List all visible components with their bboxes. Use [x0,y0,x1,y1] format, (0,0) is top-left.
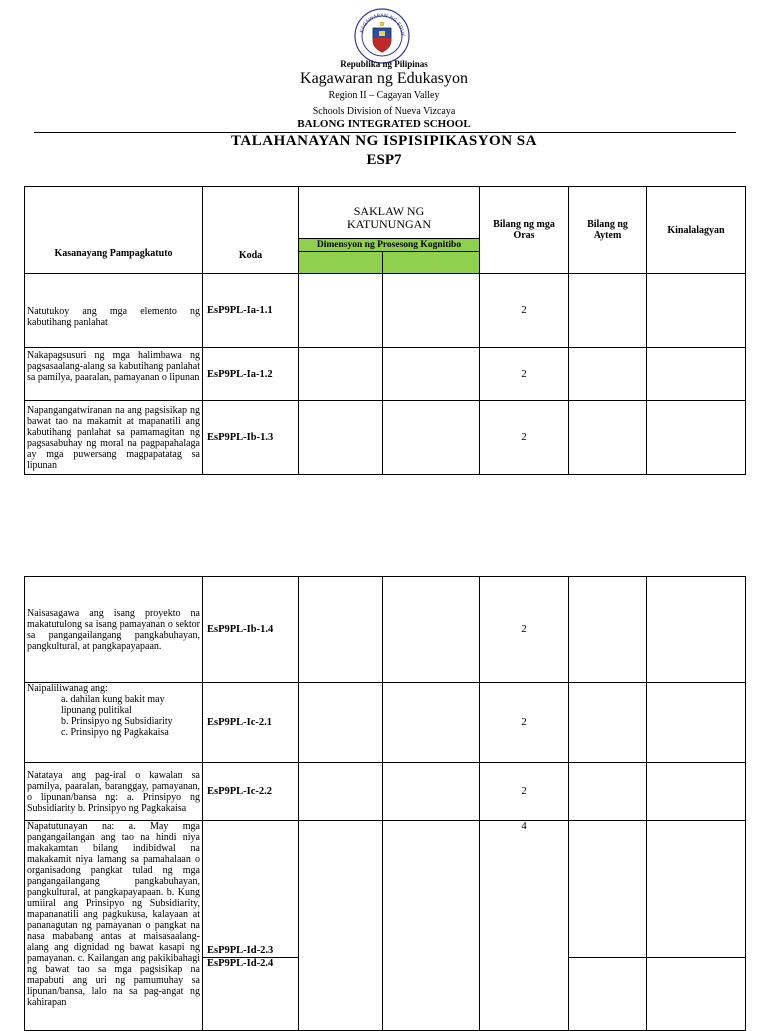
empty-cell [383,683,480,763]
competency-cell: Napangangatwiranan na ang pagsisikap ng bawat tao na makamit at mapanatili ang kabutihang panlahat sa pamamagitan ng pagsasabuhay ng moral na pagpapahalaga ay mga puwersang magpapatatag sa lipunan [25,401,203,475]
empty-cell [383,821,480,1031]
table-row [25,577,746,683]
table-row [25,821,746,1031]
empty-cell [299,348,383,401]
code-cell: EsP9PL-Id-2.3 EsP9PL-Id-2.4 [203,821,299,1031]
document-title-line1: TALAHANAYAN NG ISPISIPIKASYON SA [231,133,537,149]
code-cell: EsP9PL-Ic-2.1 [203,683,299,763]
empty-cell [383,348,480,401]
empty-cell [383,763,480,821]
empty-cell [569,348,647,401]
competency-cell: Naisasagawa ang isang proyekto na makatutulong sa isang pamayanan o sektor sa pangangailangang pangkabuhayan, pangkultural, at pangkapayapaan. [25,577,203,683]
region-label: Region II – Cagayan Valley [328,90,440,101]
hours-cell: 2 [480,683,569,763]
header-code-top [203,187,299,239]
empty-cell [569,821,647,1031]
empty-cell [647,821,746,1031]
header-scope: SAKLAW NG KATUNUNGAN [299,187,480,239]
hours-cell: 2 [480,763,569,821]
empty-cell [299,577,383,683]
hours-cell: 2 [480,348,569,401]
header-competency: Kasanayang Pampagkatuto [25,187,203,274]
code-cell: EsP9PL-Ia-1.1 [203,274,299,348]
empty-cell [383,401,480,475]
school-name: BALONG INTEGRATED SCHOOL [297,118,471,130]
competency-cell: Nakapagsusuri ng mga halimbawa ng pagsasaalang-alang sa kabutihang panlahat sa pamilya, paaralan, pamayanan o lipunan [25,348,203,401]
hours-cell: 2 [480,577,569,683]
empty-cell [299,401,383,475]
header-code: Koda [203,239,299,274]
code-cell: EsP9PL-Ib-1.4 [203,577,299,683]
cognitive-subcell-1 [299,252,383,274]
empty-cell [299,274,383,348]
department-name: Kagawaran ng Edukasyon [300,70,468,87]
empty-cell [647,577,746,683]
empty-cell [647,763,746,821]
empty-cell [299,683,383,763]
table-row [25,401,746,475]
header-cognitive-dimension: Dimensyon ng Prosesong Kognitibo [299,239,480,252]
competency-cell: Natataya ang pag-iral o kawalan sa pamilya, paaralan, baranggay, pamayanan, o lipunan/bansa ng: a. Prinsipyo ng Subsidiarity b. Prinsipyo ng Pagkakaisa [25,763,203,821]
header-items: Bilang ng Aytem [569,187,647,274]
competency-cell: Naipaliliwanag ang: a. dahilan kung bakit may lipunang pulitikal b. Prinsipyo ng Subsidiarity c. Prinsipyo ng Pagkakaisa [25,683,203,763]
document-title-line2: ESP7 [366,152,402,168]
hours-cell: 2 [480,401,569,475]
code-cell: EsP9PL-Ib-1.3 [203,401,299,475]
deped-seal-logo [354,8,410,64]
empty-cell [383,577,480,683]
header-placement: Kinalalagyan [647,187,746,274]
empty-cell [569,274,647,348]
empty-cell [569,763,647,821]
header-hours: Bilang ng mga Oras [480,187,569,274]
empty-cell [647,274,746,348]
empty-cell [299,821,383,1031]
hours-cell: 4 [480,821,569,1031]
cognitive-subcell-2 [383,252,480,274]
hours-cell: 2 [480,274,569,348]
empty-cell [647,348,746,401]
empty-cell [569,577,647,683]
specification-table-1 [24,186,746,475]
republic-label: Republika ng Pilipinas [340,59,428,69]
code-cell: EsP9PL-Ia-1.2 [203,348,299,401]
specification-table-2 [24,576,746,1031]
table-row [25,348,746,401]
empty-cell [383,274,480,348]
table-row [25,763,746,821]
division-label: Schools Division of Nueva Vizcaya [312,106,456,117]
table-row [25,683,746,763]
empty-cell [299,763,383,821]
competency-cell: Napatutunayan na: a. May mga pangangailangan ang tao na hindi niya makakamtan bilang indibidwal na makakamit niya lamang sa pamahalaan o organisadong pangkat tulad ng mga pangangailangang pangkabuhayan, pangkultural, at pangkapayapaan. b. Kung umiiral ang Prinsipyo ng Subsidiarity, mapananatili ang pagkukusa, kalayaan at pananagutan ng pamayanan o pangkat na nasa mababang antas at maisasaalang-alang ang dignidad ng bawat kasapi ng pamayanan. c. Kailangan ang pakikibahagi ng bawat tao sa mga pagsisikap na mapabuti ang uri ng pamumuhay sa lipunan/bansa, lalo na sa pag-angat ng kahirapan [25,821,203,1031]
empty-cell [647,683,746,763]
empty-cell [647,401,746,475]
table-row [25,274,746,348]
empty-cell [569,401,647,475]
competency-cell: Natutukoy ang mga elemento ng kabutihang panlahat [25,274,203,348]
code-cell: EsP9PL-Ic-2.2 [203,763,299,821]
empty-cell [569,683,647,763]
svg-text:KAGAWARAN NG EDUKASYON: KAGAWARAN NG EDUK [359,12,406,37]
